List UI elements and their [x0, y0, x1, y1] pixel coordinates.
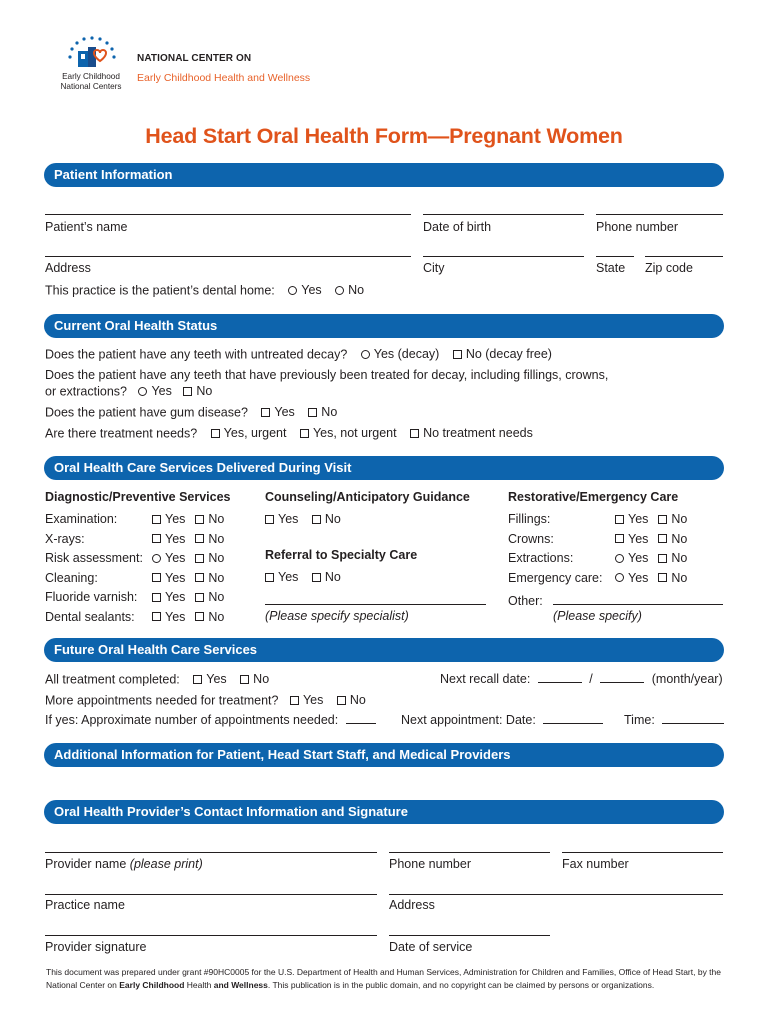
- decay-no-option[interactable]: [453, 347, 552, 361]
- phone-line[interactable]: [596, 214, 723, 215]
- counseling-no[interactable]: [312, 512, 341, 526]
- question-label: Does the patient have any teeth with untreated decay?: [45, 347, 348, 362]
- option-label: No: [208, 551, 225, 565]
- dob-line[interactable]: [423, 214, 584, 215]
- checkbox-icon: [453, 350, 462, 359]
- next-appointment-date-line[interactable]: [543, 723, 603, 724]
- service-yes-option[interactable]: [152, 551, 185, 565]
- zip-line[interactable]: [645, 256, 723, 257]
- col1-item-options: [152, 610, 224, 625]
- service-no-option[interactable]: [195, 512, 224, 526]
- service-yes-option[interactable]: [615, 571, 648, 585]
- service-no-option[interactable]: [658, 532, 687, 546]
- col3-item-label: Emergency care:: [508, 570, 603, 585]
- col1-item-options: [152, 571, 224, 586]
- other-hint: (Please specify): [553, 609, 642, 623]
- dental-home-question: [45, 283, 364, 298]
- practice-name-label: Practice name: [45, 898, 125, 912]
- more-appointments-question: [45, 693, 366, 708]
- state-line[interactable]: [596, 256, 634, 257]
- checkbox-icon: [211, 429, 220, 438]
- option-label: Yes: [151, 384, 172, 398]
- dob-label: Date of birth: [423, 220, 492, 234]
- footer-disclaimer: [46, 966, 726, 991]
- checkbox-icon: [337, 696, 346, 705]
- radio-icon: [615, 573, 624, 582]
- option-label: Yes: [165, 609, 186, 624]
- dental-home-yes[interactable]: [288, 283, 321, 297]
- col1-item-options: [152, 532, 224, 547]
- logo-text-line2: National Centers: [60, 82, 122, 91]
- question-label: More appointments needed for treatment?: [45, 693, 279, 708]
- treated-no-option[interactable]: [183, 384, 212, 398]
- recall-unit: (month/year): [651, 672, 723, 686]
- recall-date-field: [440, 672, 723, 686]
- restorative-column-heading: Restorative/Emergency Care: [508, 490, 679, 504]
- logo-text-line1: Early Childhood: [62, 72, 120, 81]
- col3-item-label: Crowns:: [508, 531, 554, 546]
- service-no-option[interactable]: [658, 571, 687, 585]
- signature-label: Provider signature: [45, 940, 147, 954]
- col1-item-label: Dental sealants:: [45, 609, 135, 624]
- section-bar-future-services: [44, 638, 724, 662]
- radio-icon: [335, 286, 344, 295]
- practice-address-line[interactable]: [389, 894, 723, 895]
- service-yes-option[interactable]: [615, 512, 648, 526]
- checkbox-icon: [183, 387, 192, 396]
- footer-text-2: Health: [184, 979, 214, 990]
- service-yes-option[interactable]: [152, 610, 185, 624]
- col1-item-label: Fluoride varnish:: [45, 590, 138, 604]
- option-label: No: [671, 512, 688, 526]
- option-label: No: [324, 570, 341, 584]
- service-no-option[interactable]: [195, 571, 224, 585]
- counseling-column-heading: Counseling/Anticipatory Guidance: [265, 490, 470, 504]
- appointments-needed-label: If yes: Approximate number of appointments needed:: [45, 713, 339, 727]
- option-label: Yes: [278, 570, 299, 584]
- option-label: No treatment needs: [423, 426, 533, 440]
- radio-icon: [361, 350, 370, 359]
- option-label: No: [208, 531, 225, 546]
- option-label: No (decay free): [465, 347, 552, 361]
- other-line[interactable]: [553, 604, 723, 605]
- address-label: Address: [45, 261, 91, 275]
- gum-disease-question: [45, 405, 337, 420]
- option-label: Yes: [628, 531, 649, 546]
- option-label: No: [671, 531, 688, 546]
- untreated-decay-question: [45, 347, 552, 362]
- provider-phone-line[interactable]: [389, 852, 550, 853]
- signature-line[interactable]: [45, 935, 377, 936]
- option-label: No: [208, 570, 225, 585]
- needs-urgent-option[interactable]: [211, 426, 287, 440]
- option-label: Yes: [628, 512, 649, 526]
- section-title: Oral Health Care Services Delivered During Visit: [54, 460, 352, 475]
- address-line[interactable]: [45, 256, 411, 257]
- checkbox-icon: [658, 554, 667, 563]
- appointments-count-line[interactable]: [346, 723, 376, 724]
- specialist-hint: (Please specify specialist): [265, 609, 409, 623]
- provider-name-text: Provider name: [45, 857, 127, 871]
- option-label: No: [208, 512, 225, 526]
- provider-name-label: [45, 857, 203, 871]
- treatment-needs-question: [45, 426, 533, 441]
- treated-decay-question: [45, 384, 212, 399]
- col3-item-label: Fillings:: [508, 512, 551, 526]
- col3-item-options: [615, 551, 687, 566]
- checkbox-icon: [615, 534, 624, 543]
- checkbox-icon: [615, 515, 624, 524]
- next-appointment-time-field: [624, 713, 728, 727]
- checkbox-icon: [152, 573, 161, 582]
- option-label: No: [321, 405, 338, 419]
- recall-label: Next recall date:: [440, 672, 531, 686]
- question-label: All treatment completed:: [45, 672, 180, 687]
- checkbox-icon: [152, 612, 161, 621]
- col1-item-label: Cleaning:: [45, 570, 98, 585]
- completed-yes[interactable]: [193, 672, 226, 686]
- treated-decay-question-line1: Does the patient have any teeth that have previously been treated for decay, including fillings, crowns,: [45, 368, 609, 382]
- recall-slash: /: [589, 672, 593, 686]
- service-no-option[interactable]: [658, 512, 687, 526]
- other-label: Other:: [508, 594, 543, 608]
- practice-address-label: Address: [389, 898, 435, 912]
- option-label: Yes, not urgent: [312, 426, 397, 440]
- col1-item-label: Risk assessment:: [45, 551, 143, 565]
- col1-item-options: [152, 590, 224, 605]
- option-label: Yes: [165, 570, 186, 585]
- option-label: Yes: [206, 672, 227, 686]
- checkbox-icon: [261, 408, 270, 417]
- option-label: No: [324, 512, 341, 526]
- checkbox-icon: [193, 675, 202, 684]
- dental-home-no[interactable]: [335, 283, 364, 297]
- option-label: Yes: [274, 405, 295, 419]
- option-label: No: [349, 693, 366, 707]
- checkbox-icon: [410, 429, 419, 438]
- more-appts-yes[interactable]: [290, 693, 323, 707]
- option-label: No: [253, 672, 270, 686]
- time-label: Time:: [624, 713, 655, 727]
- checkbox-icon: [658, 573, 667, 582]
- section-title: Additional Information for Patient, Head Start Staff, and Medical Providers: [54, 747, 511, 762]
- service-yes-option[interactable]: [152, 590, 185, 604]
- footer-text-3: . This publication is in the public domain, and no copyright can be claimed by persons or organizations.: [267, 979, 655, 990]
- checkbox-icon: [658, 515, 667, 524]
- patient-name-line[interactable]: [45, 214, 411, 215]
- phone-label: Phone number: [596, 220, 679, 234]
- section-title: Current Oral Health Status: [54, 318, 218, 333]
- option-label: Yes: [165, 531, 186, 546]
- provider-phone-label: Phone number: [389, 857, 472, 871]
- section-bar-patient-info: [44, 163, 724, 187]
- col1-item-label: X-rays:: [45, 531, 85, 546]
- next-appointment-label: Next appointment: Date:: [401, 713, 536, 727]
- service-no-option[interactable]: [195, 551, 224, 565]
- col1-item-options: [152, 551, 224, 566]
- option-label: No: [671, 570, 688, 585]
- zip-label: Zip code: [645, 261, 693, 275]
- option-label: Yes, urgent: [223, 426, 287, 440]
- option-label: No: [208, 590, 225, 604]
- col1-item-label: Examination:: [45, 512, 118, 526]
- checkbox-icon: [195, 515, 204, 524]
- service-yes-option[interactable]: [615, 532, 648, 546]
- needs-not-urgent-option[interactable]: [300, 426, 397, 440]
- gum-yes-option[interactable]: [261, 405, 294, 419]
- specialist-line[interactable]: [265, 604, 486, 605]
- footer-bold-1: Early Childhood: [119, 979, 185, 990]
- treated-yes-option[interactable]: [138, 384, 171, 398]
- option-label: Yes: [301, 283, 322, 297]
- appointments-needed-field: [45, 713, 380, 727]
- checkbox-icon: [195, 534, 204, 543]
- section-bar-services-delivered: [44, 456, 724, 480]
- option-label: No: [348, 283, 365, 297]
- option-label: No: [671, 551, 688, 565]
- section-bar-additional-info: [44, 743, 724, 767]
- option-label: Yes: [302, 693, 324, 707]
- next-appointment-field: [401, 713, 607, 727]
- checkbox-icon: [195, 612, 204, 621]
- service-no-option[interactable]: [195, 532, 224, 546]
- option-label: Yes (decay): [373, 347, 440, 361]
- radio-icon: [138, 387, 147, 396]
- provider-fax-line[interactable]: [562, 852, 723, 853]
- col3-item-options: [615, 512, 687, 527]
- no-needs-option[interactable]: [410, 426, 533, 440]
- checkbox-icon: [300, 429, 309, 438]
- completed-no[interactable]: [240, 672, 269, 686]
- option-label: Yes: [628, 570, 649, 585]
- date-of-service-line[interactable]: [389, 935, 550, 936]
- col1-item-options: [152, 512, 224, 527]
- ecnc-logo-text: [46, 72, 136, 92]
- service-no-option[interactable]: [658, 551, 687, 565]
- recall-month-line[interactable]: [538, 682, 582, 683]
- checkbox-icon: [312, 515, 321, 524]
- question-label: Are there treatment needs?: [45, 426, 198, 441]
- section-title: Future Oral Health Care Services: [54, 642, 258, 657]
- referral-no[interactable]: [312, 570, 341, 584]
- counseling-options: [265, 512, 341, 527]
- radio-icon: [152, 554, 161, 563]
- city-label: City: [423, 261, 445, 275]
- col3-item-options: [615, 571, 687, 586]
- checkbox-icon: [195, 593, 204, 602]
- provider-fax-label: Fax number: [562, 857, 629, 871]
- state-label: State: [596, 261, 626, 275]
- section-bar-provider-contact: [44, 800, 724, 824]
- option-label: No: [196, 384, 213, 398]
- provider-name-hint: (please print): [129, 857, 203, 871]
- gum-no-option[interactable]: [308, 405, 337, 419]
- option-label: Yes: [278, 512, 299, 526]
- referral-heading: Referral to Specialty Care: [265, 548, 418, 562]
- referral-options: [265, 570, 341, 585]
- next-appointment-time-line[interactable]: [662, 723, 724, 724]
- service-yes-option[interactable]: [615, 551, 648, 565]
- city-line[interactable]: [423, 256, 584, 257]
- service-yes-option[interactable]: [152, 571, 185, 585]
- col3-item-options: [615, 532, 687, 547]
- section-title: Patient Information: [54, 167, 173, 182]
- checkbox-icon: [290, 696, 299, 705]
- checkbox-icon: [312, 573, 321, 582]
- treatment-completed-question: [45, 672, 269, 687]
- service-yes-option[interactable]: [152, 512, 185, 526]
- service-no-option[interactable]: [195, 610, 224, 624]
- section-bar-current-status: [44, 314, 724, 338]
- option-label: Yes: [165, 512, 186, 526]
- center-name-line1: NATIONAL CENTER ON: [137, 53, 252, 64]
- recall-year-line[interactable]: [600, 682, 644, 683]
- referral-yes[interactable]: [265, 570, 298, 584]
- question-label: Does the patient have gum disease?: [45, 405, 248, 420]
- checkbox-icon: [195, 554, 204, 563]
- option-label: Yes: [165, 551, 186, 565]
- provider-name-line[interactable]: [45, 852, 377, 853]
- checkbox-icon: [195, 573, 204, 582]
- footer-text-1: This document was prepared under grant #90HC0005 for the U.S. Department of Health and Human Services, Administration for Children and Families, Office of Head Start, by the National Center on: [46, 967, 721, 990]
- question-label: or extractions?: [45, 384, 127, 399]
- page-title: Head Start Oral Health Form—Pregnant Women: [145, 124, 623, 148]
- patient-name-label: Patient’s name: [45, 220, 128, 234]
- center-name-line2: Early Childhood Health and Wellness: [137, 72, 311, 84]
- option-label: Yes: [165, 590, 186, 604]
- section-title: Oral Health Provider’s Contact Information and Signature: [54, 804, 408, 819]
- checkbox-icon: [240, 675, 249, 684]
- service-no-option[interactable]: [195, 590, 224, 604]
- checkbox-icon: [152, 593, 161, 602]
- decay-yes-option[interactable]: [361, 347, 440, 361]
- counseling-yes[interactable]: [265, 512, 298, 526]
- col3-item-label: Extractions:: [508, 551, 574, 565]
- dental-home-label: This practice is the patient’s dental home:: [45, 283, 275, 298]
- checkbox-icon: [152, 515, 161, 524]
- diagnostic-column-heading: Diagnostic/Preventive Services: [45, 490, 231, 504]
- service-yes-option[interactable]: [152, 532, 185, 546]
- checkbox-icon: [658, 534, 667, 543]
- checkbox-icon: [265, 515, 274, 524]
- more-appts-no[interactable]: [337, 693, 366, 707]
- option-label: No: [208, 609, 225, 624]
- checkbox-icon: [152, 534, 161, 543]
- date-of-service-label: Date of service: [389, 940, 473, 954]
- radio-icon: [615, 554, 624, 563]
- checkbox-icon: [308, 408, 317, 417]
- footer-bold-2: and Wellness: [213, 979, 268, 990]
- practice-name-line[interactable]: [45, 894, 377, 895]
- option-label: Yes: [628, 551, 649, 565]
- checkbox-icon: [265, 573, 274, 582]
- radio-icon: [288, 286, 297, 295]
